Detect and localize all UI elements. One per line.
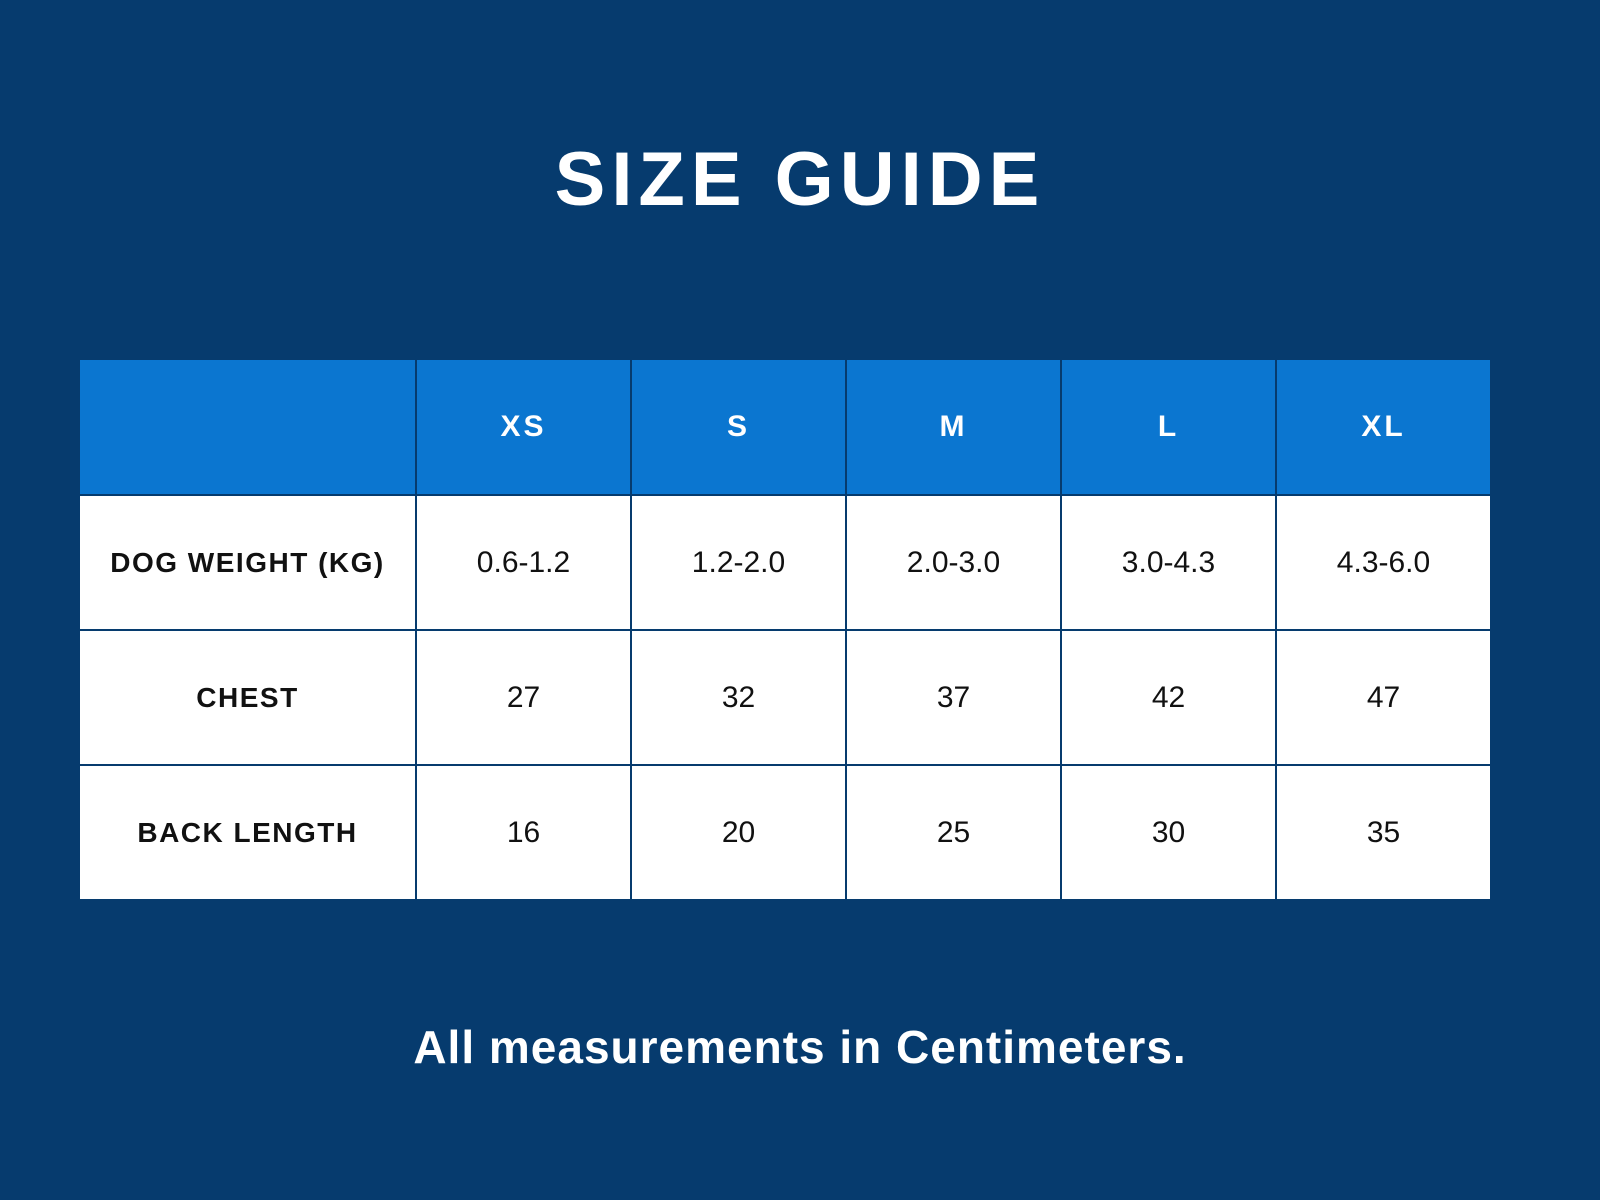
size-table [78, 358, 1492, 901]
cell-chest-xs: 27 [416, 630, 631, 765]
cell-dog-weight-s: 1.2-2.0 [631, 495, 846, 630]
column-header-m: M [846, 359, 1061, 495]
table-header-row [79, 359, 1491, 495]
cell-chest-s: 32 [631, 630, 846, 765]
table-row [79, 765, 1491, 900]
cell-back-length-s: 20 [631, 765, 846, 900]
cell-chest-m: 37 [846, 630, 1061, 765]
table-row [79, 630, 1491, 765]
size-table-container [78, 358, 1492, 901]
page-title: SIZE GUIDE [554, 137, 1046, 222]
cell-chest-xl: 47 [1276, 630, 1491, 765]
cell-back-length-xs: 16 [416, 765, 631, 900]
table-corner-cell [79, 359, 416, 495]
table-header [79, 359, 1491, 495]
row-label-chest: CHEST [79, 630, 416, 765]
cell-dog-weight-l: 3.0-4.3 [1061, 495, 1276, 630]
cell-dog-weight-xs: 0.6-1.2 [416, 495, 631, 630]
cell-back-length-m: 25 [846, 765, 1061, 900]
cell-back-length-xl: 35 [1276, 765, 1491, 900]
row-label-back-length: BACK LENGTH [79, 765, 416, 900]
column-header-xl: XL [1276, 359, 1491, 495]
table-body [79, 495, 1491, 900]
measurement-note: All measurements in Centimeters. [413, 1021, 1187, 1073]
column-header-xs: XS [416, 359, 631, 495]
table-row [79, 495, 1491, 630]
cell-chest-l: 42 [1061, 630, 1276, 765]
cell-dog-weight-xl: 4.3-6.0 [1276, 495, 1491, 630]
row-label-dog-weight: DOG WEIGHT (KG) [79, 495, 416, 630]
cell-back-length-l: 30 [1061, 765, 1276, 900]
cell-dog-weight-m: 2.0-3.0 [846, 495, 1061, 630]
column-header-s: S [631, 359, 846, 495]
column-header-l: L [1061, 359, 1276, 495]
